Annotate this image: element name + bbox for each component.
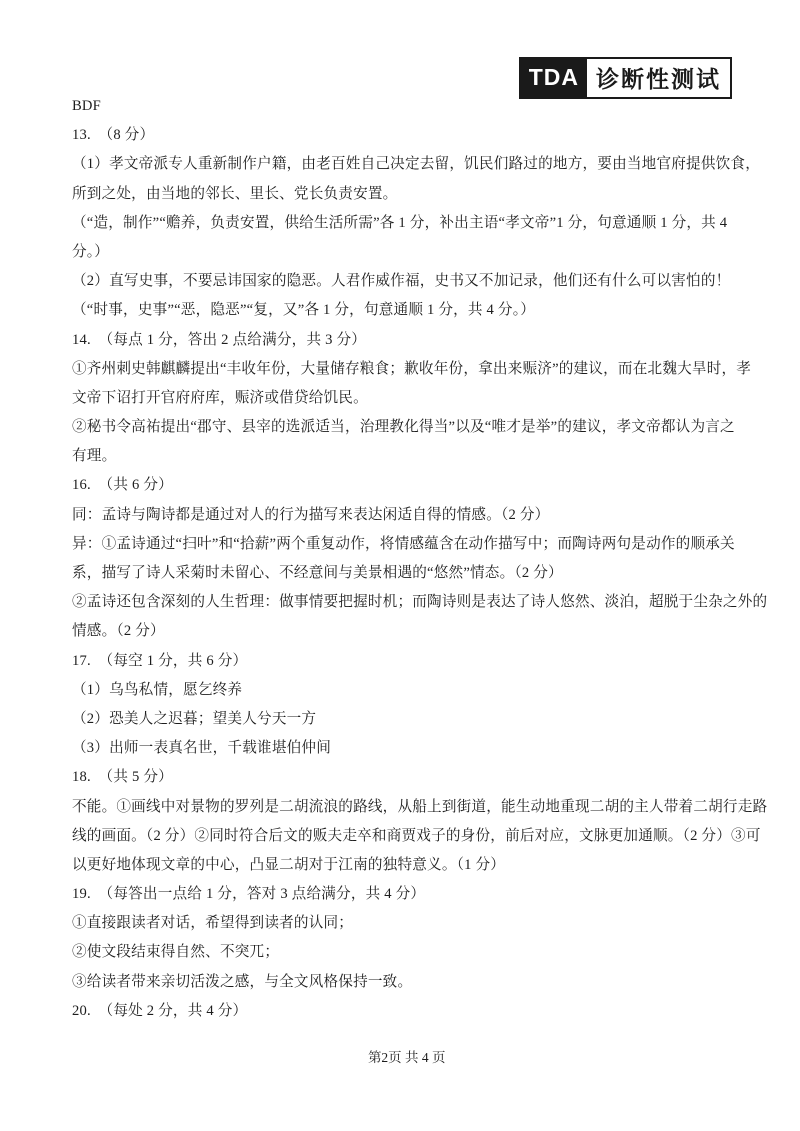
text-line: 有理。: [72, 448, 117, 465]
text-line: 16. （共 6 分）: [72, 477, 173, 494]
tda-logo-title: 诊断性测试: [587, 59, 730, 97]
text-line: 13. （8 分）: [72, 127, 155, 144]
question-17-answer: [72, 647, 762, 764]
text-line: ③给读者带来亲切活泼之感，与全文风格保持一致。: [72, 973, 413, 990]
text-line: （1）乌鸟私情，愿乞终养: [72, 681, 243, 698]
text-line: ②使文段结束得自然、不突兀；: [72, 944, 280, 961]
text-line: （“时事，史事”“恶，隐恶”“复，又”各 1 分，句意通顺 1 分，共 4 分。）: [72, 302, 535, 319]
text-line: 18. （共 5 分）: [72, 769, 173, 786]
page-footer: [0, 1030, 800, 1082]
text-line: 线的画面。（2 分）②同时符合后文的贩夫走卒和商贾戏子的身份，前后对应，文脉更加通顺。（2 分）③可: [72, 827, 761, 844]
text-line: ②孟诗还包含深刻的人生哲理：做事情要把握时机；而陶诗则是表达了诗人悠然、淡泊，超脱于尘杂之外的: [72, 594, 768, 611]
text-line: （“造，制作”“赡养，负责安置，供给生活所需”各 1 分，补出主语“孝文帝”1 分，句意通顺 1 分，共 4: [72, 214, 728, 231]
text-line: ②秘书令高祐提出“郡守、县宰的选派适当，治理教化得当”以及“唯才是举”的建议，孝文帝都认为言之: [72, 419, 735, 436]
tda-logo-mark: TDA: [521, 59, 587, 97]
text-line: 同：孟诗与陶诗都是通过对人的行为描写来表达闲适自得的情感。（2 分）: [72, 506, 550, 523]
text-line: 20. （每处 2 分，共 4 分）: [72, 1002, 248, 1019]
text-line: 文帝下诏打开官府府库，赈济或借贷给饥民。: [72, 389, 368, 406]
question-19-answer: [72, 880, 762, 997]
text-line: 所到之处，由当地的邻长、里长、党长负责安置。: [72, 185, 398, 202]
question-16-answer: [72, 471, 768, 646]
multiple-choice-answers: [72, 92, 762, 121]
text-line: 19. （每答出一点给 1 分，答对 3 点给满分，共 4 分）: [72, 886, 426, 903]
question-18-answer: [72, 763, 768, 880]
text-line: 情感。（2 分）: [72, 623, 165, 640]
text-line: BDF: [72, 98, 101, 114]
text-line: （1）孝文帝派专人重新制作户籍，由老百姓自己决定去留，饥民们路过的地方，要由当地官府提供饮食，: [72, 156, 761, 173]
question-14-answer: [72, 326, 762, 472]
question-13-answer: [72, 121, 762, 325]
page-number: 第2页 共 4 页: [367, 1050, 446, 1065]
text-line: 系，描写了诗人采菊时未留心、不经意间与美景相遇的“悠然”情态。（2 分）: [72, 565, 563, 581]
text-line: 以更好地体现文章的中心，凸显二胡对于江南的独特意义。（1 分）: [72, 856, 506, 873]
document-body: [72, 92, 768, 1026]
text-line: （2）直写史事，不要忌讳国家的隐恶。人君作威作福，史书又不加记录，他们还有什么可以害怕的！: [72, 273, 731, 290]
question-20-answer: [72, 997, 762, 1026]
text-line: ①齐州刺史韩麒麟提出“丰收年份，大量储存粮食；歉收年份，拿出来赈济”的建议，而在北魏大旱时，孝: [72, 360, 752, 377]
text-line: 不能。①画线中对景物的罗列是二胡流浪的路线，从船上到街道，能生动地重现二胡的主人带着二胡行走路: [72, 798, 768, 815]
text-line: 17. （每空 1 分，共 6 分）: [72, 652, 248, 669]
text-line: ①直接跟读者对话，希望得到读者的认同；: [72, 915, 354, 932]
text-line: 14. （每点 1 分，答出 2 点给满分，共 3 分）: [72, 331, 367, 348]
text-line: （3）出师一表真名世，千载谁堪伯仲间: [72, 740, 331, 757]
text-line: 异：①孟诗通过“扫叶”和“拾薪”两个重复动作，将情感蕴含在动作描写中；而陶诗两句是动作的顺承关: [72, 535, 735, 552]
text-line: 分。）: [72, 243, 110, 260]
text-line: （2）恐美人之迟暮；望美人兮天一方: [72, 710, 317, 727]
